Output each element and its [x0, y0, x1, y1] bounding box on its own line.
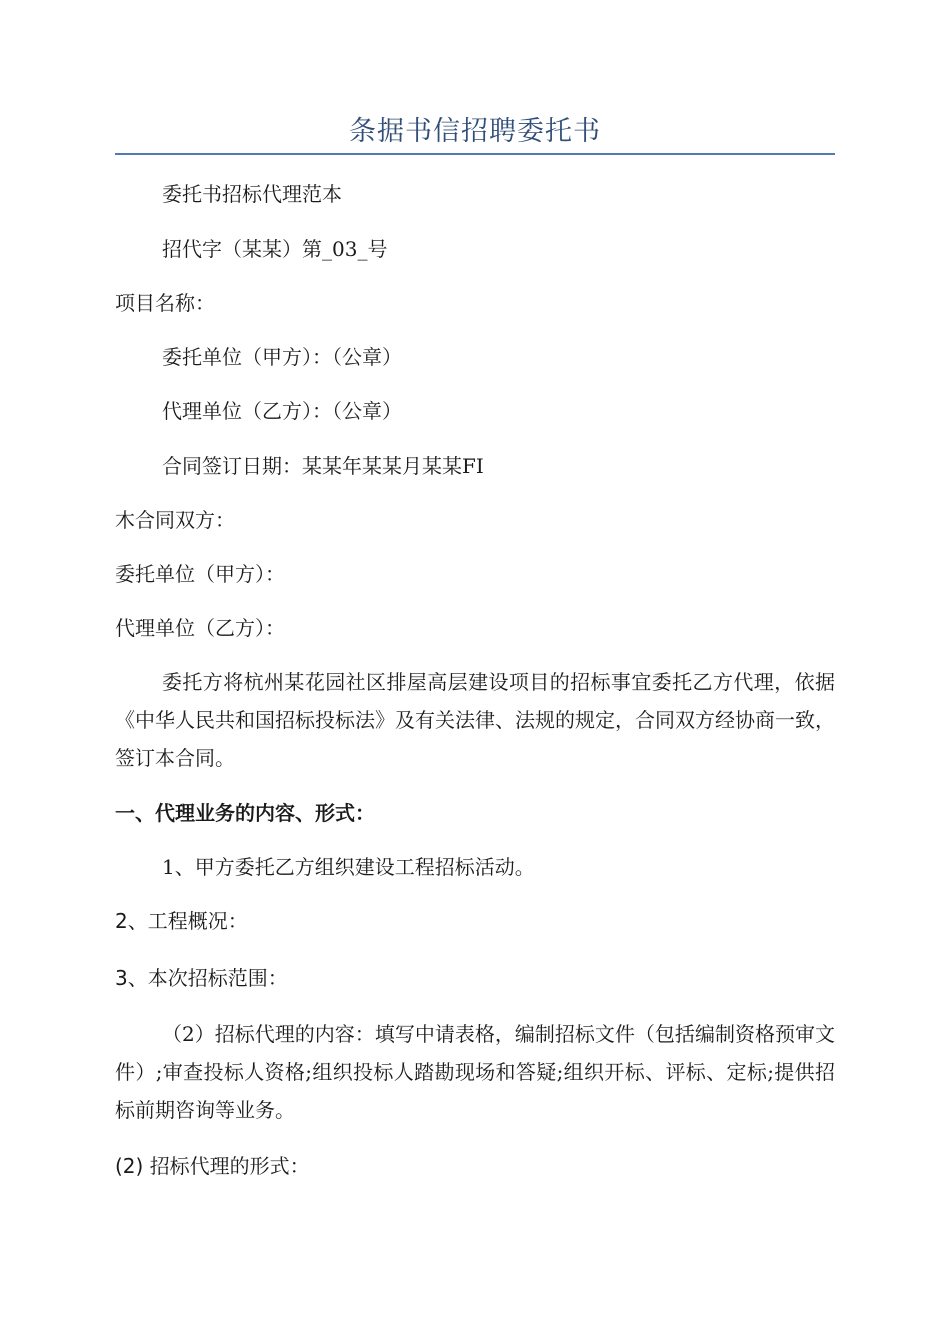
- client-seal-line: 委托单位（甲方）：（公章）: [162, 345, 402, 369]
- list-item: 2、工程概况：: [115, 909, 248, 933]
- document-title: 条据书信招聘委托书: [349, 116, 601, 147]
- title-underline: [115, 153, 835, 155]
- subtitle-line: 委托书招标代理范本: [162, 182, 342, 206]
- reference-number: 招代字（某某）第_03_号: [162, 237, 388, 261]
- parties-label: 木合同双方：: [115, 508, 235, 532]
- client-label: 委托单位（甲方）：: [115, 562, 285, 586]
- agent-seal-line: 代理单位（乙方）：（公章）: [162, 399, 402, 423]
- list-item: 1、甲方委托乙方组织建设工程招标活动。: [162, 855, 535, 879]
- agent-label: 代理单位（乙方）：: [115, 616, 285, 640]
- content-paragraph: （2）招标代理的内容：填写中请表格，编制招标文件（包括编制资格预审文件）;审查投标人资格;组织投标人踏勘现场和答疑;组织开标、评标、定标;提供招标前期咨询等业务。: [115, 1022, 835, 1122]
- section-heading: 一、代理业务的内容、形式：: [115, 801, 375, 825]
- intro-paragraph: 委托方将杭州某花园社区排屋高层建设项目的招标事宜委托乙方代理，依据《中华人民共和国招标投标法》及有关法律、法规的规定，合同双方经协商一致，签订本合同。: [115, 670, 835, 770]
- project-name-label: 项目名称：: [115, 291, 215, 315]
- contract-date-line: 合同签订日期：某某年某某月某某FI: [162, 454, 484, 478]
- list-item: (2) 招标代理的形式：: [115, 1154, 310, 1178]
- list-item: 3、本次招标范围：: [115, 966, 288, 990]
